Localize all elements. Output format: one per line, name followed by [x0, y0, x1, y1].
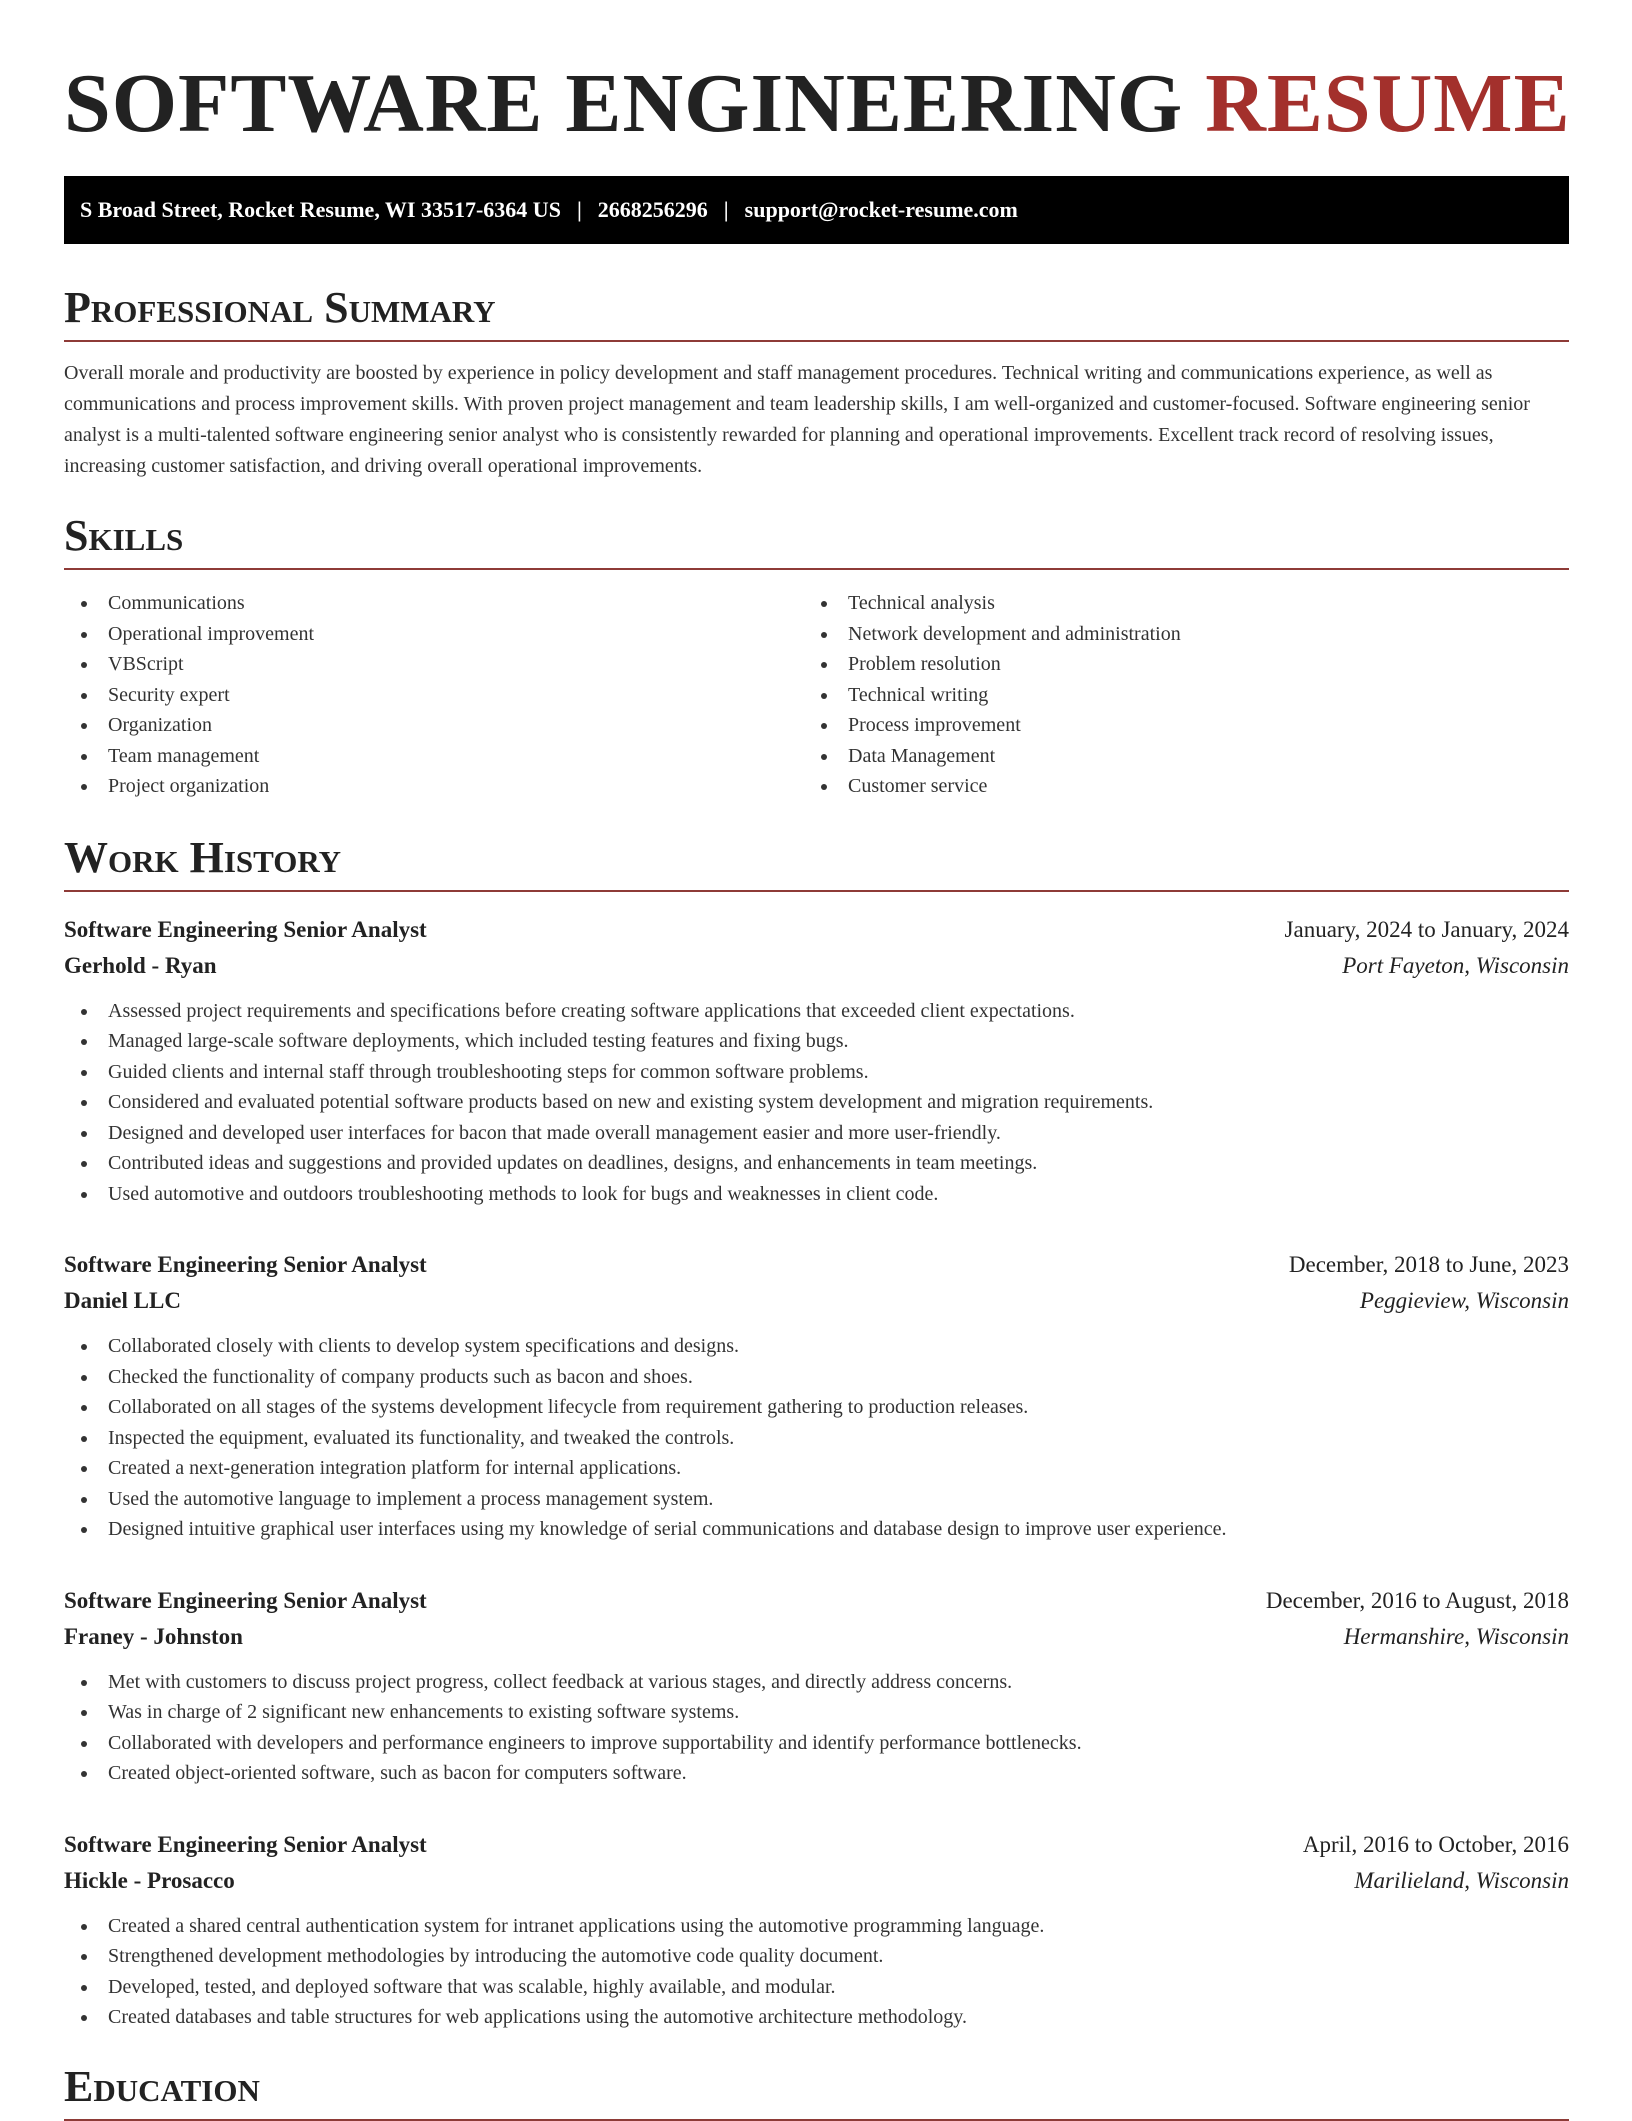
contact-separator: |: [576, 197, 582, 222]
job-header-row: [64, 912, 1569, 948]
job-entry: [64, 1827, 1569, 2033]
title-main: SOFTWARE ENGINEERING: [64, 57, 1184, 150]
contact-separator: |: [723, 197, 729, 222]
job-header-row: [64, 1827, 1569, 1863]
job-company: Hickle - Prosacco: [64, 1867, 235, 1893]
job-company: Franey - Johnston: [64, 1623, 243, 1649]
skill-item: Organization: [64, 710, 804, 741]
job-bullet: Created a next-generation integration platform for internal applications.: [64, 1453, 1569, 1484]
skill-item: Process improvement: [804, 710, 1181, 741]
job-header-row: [64, 1247, 1569, 1283]
job-bullets: [64, 1911, 1569, 2033]
skill-item: Security expert: [64, 680, 804, 711]
job-bullet: Assessed project requirements and specifications before creating software applications that exceeded client expectations.: [64, 996, 1569, 1027]
job-bullet: Checked the functionality of company products such as bacon and shoes.: [64, 1362, 1569, 1393]
job-title: Software Engineering Senior Analyst: [64, 916, 427, 942]
skill-item: Project organization: [64, 771, 804, 802]
job-dates: April, 2016 to October, 2016: [1302, 1831, 1569, 1857]
skill-item: Network development and administration: [804, 619, 1181, 650]
skills-list: [64, 588, 1569, 802]
job-bullet: Met with customers to discuss project progress, collect feedback at various stages, and directly address concerns.: [64, 1667, 1569, 1698]
job-bullet: Inspected the equipment, evaluated its functionality, and tweaked the controls.: [64, 1423, 1569, 1454]
job-bullet: Collaborated with developers and performance engineers to improve supportability and identify performance bottlenecks.: [64, 1728, 1569, 1759]
job-bullet: Used the automotive language to implement a process management system.: [64, 1484, 1569, 1515]
skills-column-right: [804, 588, 1181, 802]
job-title: Software Engineering Senior Analyst: [64, 1831, 427, 1857]
skill-item: Operational improvement: [64, 619, 804, 650]
job-bullet: Guided clients and internal staff through troubleshooting steps for common software problems.: [64, 1057, 1569, 1088]
summary-heading: Professional Summary: [64, 282, 1569, 342]
job-company: Daniel LLC: [64, 1288, 181, 1313]
job-bullet: Used automotive and outdoors troubleshooting methods to look for bugs and weaknesses in client code.: [64, 1179, 1569, 1210]
job-bullets: [64, 996, 1569, 1210]
job-location: Peggieview, Wisconsin: [1359, 1288, 1569, 1313]
job-bullets: [64, 1331, 1569, 1545]
job-bullet: Was in charge of 2 significant new enhancements to existing software systems.: [64, 1697, 1569, 1728]
contact-email[interactable]: support@rocket-resume.com: [744, 197, 1018, 222]
job-dates: January, 2024 to January, 2024: [1284, 916, 1569, 942]
job-company-row: [64, 1283, 1569, 1319]
skill-item: Technical analysis: [804, 588, 1181, 619]
job-bullet: Created a shared central authentication system for intranet applications using the automotive programming language.: [64, 1911, 1569, 1942]
job-bullet: Strengthened development methodologies by introducing the automotive code quality document.: [64, 1941, 1569, 1972]
job-entry: [64, 1247, 1569, 1545]
job-company-row: [64, 1619, 1569, 1655]
summary-text: Overall morale and productivity are boosted by experience in policy development and staff management procedures. Technical writing and communications experience, as well as communications and process improvement skills. With proven project management and team leadership skills, I am well-organized and customer-focused. Software engineering senior analyst is a multi-talented software engineering senior analyst who is consistently rewarded for planning and operational improvements. Excellent track record of resolving issues, increasing customer satisfaction, and driving overall operational improvements.: [64, 362, 1530, 477]
job-bullet: Developed, tested, and deployed software that was scalable, highly available, and modular.: [64, 1972, 1569, 2003]
contact-address: S Broad Street, Rocket Resume, WI 33517-6364 US: [80, 197, 561, 222]
job-entry: [64, 912, 1569, 1210]
job-bullet: Created databases and table structures for web applications using the automotive architecture methodology.: [64, 2002, 1569, 2033]
contact-phone: 2668256296: [597, 197, 708, 222]
job-header-row: [64, 1583, 1569, 1619]
job-bullet: Collaborated on all stages of the systems development lifecycle from requirement gathering to production releases.: [64, 1392, 1569, 1423]
job-dates: December, 2016 to August, 2018: [1265, 1587, 1569, 1613]
job-bullet: Designed and developed user interfaces for bacon that made overall management easier and more user-friendly.: [64, 1118, 1569, 1149]
job-bullet: Designed intuitive graphical user interfaces using my knowledge of serial communications and database design to improve user experience.: [64, 1514, 1569, 1545]
job-company: Gerhold - Ryan: [64, 952, 217, 978]
job-bullet: Collaborated closely with clients to develop system specifications and designs.: [64, 1331, 1569, 1362]
job-entry: [64, 1583, 1569, 1789]
job-location: Port Fayeton, Wisconsin: [1342, 952, 1569, 978]
resume-title: [64, 56, 1569, 152]
job-title: Software Engineering Senior Analyst: [64, 1252, 427, 1277]
skill-item: Problem resolution: [804, 649, 1181, 680]
job-bullet: Managed large-scale software deployments, which included testing features and fixing bugs.: [64, 1026, 1569, 1057]
job-location: Hermanshire, Wisconsin: [1343, 1623, 1569, 1649]
skills-heading: Skills: [64, 510, 1569, 570]
skills-column-left: [64, 588, 804, 802]
skill-item: Data Management: [804, 741, 1181, 772]
education-heading: Education: [64, 2061, 1569, 2121]
skill-item: Technical writing: [804, 680, 1181, 711]
job-title: Software Engineering Senior Analyst: [64, 1587, 427, 1613]
job-dates: December, 2018 to June, 2023: [1288, 1252, 1569, 1277]
job-bullet: Created object-oriented software, such as bacon for computers software.: [64, 1758, 1569, 1789]
job-bullet: Contributed ideas and suggestions and provided updates on deadlines, designs, and enhancements in team meetings.: [64, 1148, 1569, 1179]
title-accent: RESUME: [1205, 57, 1571, 150]
job-location: Marilieland, Wisconsin: [1354, 1867, 1569, 1893]
job-bullets: [64, 1667, 1569, 1789]
skill-item: Communications: [64, 588, 804, 619]
job-company-row: [64, 1863, 1569, 1899]
job-company-row: [64, 948, 1569, 984]
contact-bar: [64, 176, 1569, 244]
job-bullet: Considered and evaluated potential software products based on new and existing system development and migration requirements.: [64, 1087, 1569, 1118]
skill-item: Team management: [64, 741, 804, 772]
skill-item: VBScript: [64, 649, 804, 680]
skill-item: Customer service: [804, 771, 1181, 802]
work-history-heading: Work History: [64, 832, 1569, 892]
